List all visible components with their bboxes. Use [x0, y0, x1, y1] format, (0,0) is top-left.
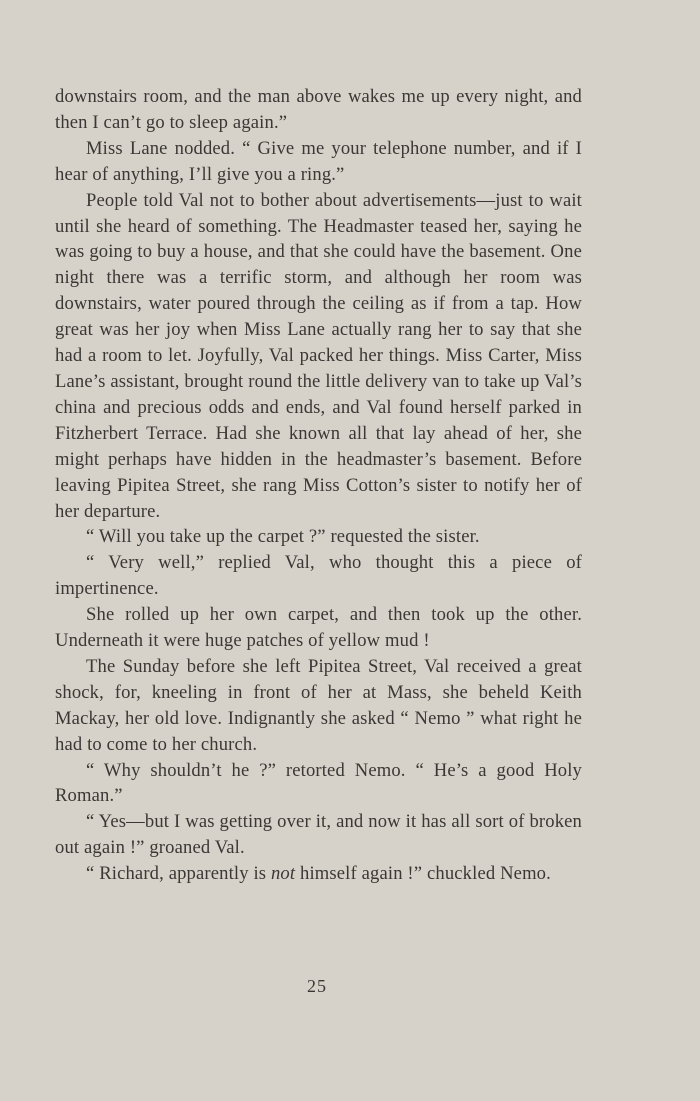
- page-number: 25: [307, 976, 327, 996]
- paragraph-sunday-mass: The Sunday before she left Pipitea Street, Val received a great shock, for, kneeling in front of her at Mass, she beheld Keith Mackay, her old love. Indignantly she asked “ Nemo ” what right he had to come to her church.: [55, 655, 582, 755]
- quote-before: “ Richard, apparently is: [86, 863, 271, 885]
- paragraph-continuation: downstairs room, and the man above wakes me up every night, and then I can’t go to sleep again.”: [55, 86, 582, 133]
- paragraph-advertisements: People told Val not to bother about advertisements—just to wait until she heard of something. The Headmaster teased her, saying he was going to buy a house, and that she could have the basement. One night there was a terrific storm, and although her room was downstairs, water poured through the ceiling as if from a tap. How great was her joy when Miss Lane actually rang her to say that she had a room to let. Joyfully, Val packed her things. Miss Carter, Miss Lane’s assistant, brought round the little delivery van to take up Val’s china and precious odds and ends, and Val found herself parked in Fitzherbert Terrace. Had she known all that lay ahead of her, she might perhaps have hidden in the headmaster’s basement. Before leaving Pipitea Street, she rang Miss Cotton’s sister to notify her of her departure.: [55, 189, 582, 522]
- paragraph-rolled-carpet: She rolled up her own carpet, and then took up the other. Underneath it were huge patches of yellow mud !: [55, 604, 582, 652]
- emphasis-not: not: [270, 863, 296, 885]
- paragraph-holy-roman: “ Why shouldn’t he ?” retorted Nemo. “ He’s a good Holy Roman.”: [55, 759, 582, 807]
- paragraph-groaned-val: “ Yes—but I was getting over it, and now it has all sort of broken out again !” groaned Val.: [55, 811, 582, 859]
- quote-after: himself again !” chuckled Nemo.: [295, 863, 551, 885]
- paragraph-chuckled-nemo: [55, 861, 582, 887]
- paragraph-miss-lane-nodded: Miss Lane nodded. “ Give me your telephone number, and if I hear of anything, I’ll give you a ring.”: [55, 137, 582, 185]
- body-text: [55, 84, 582, 887]
- paragraph-very-well: “ Very well,” replied Val, who thought this a piece of impertinence.: [55, 552, 582, 600]
- paragraph-carpet-request: “ Will you take up the carpet ?” requested the sister.: [86, 526, 480, 548]
